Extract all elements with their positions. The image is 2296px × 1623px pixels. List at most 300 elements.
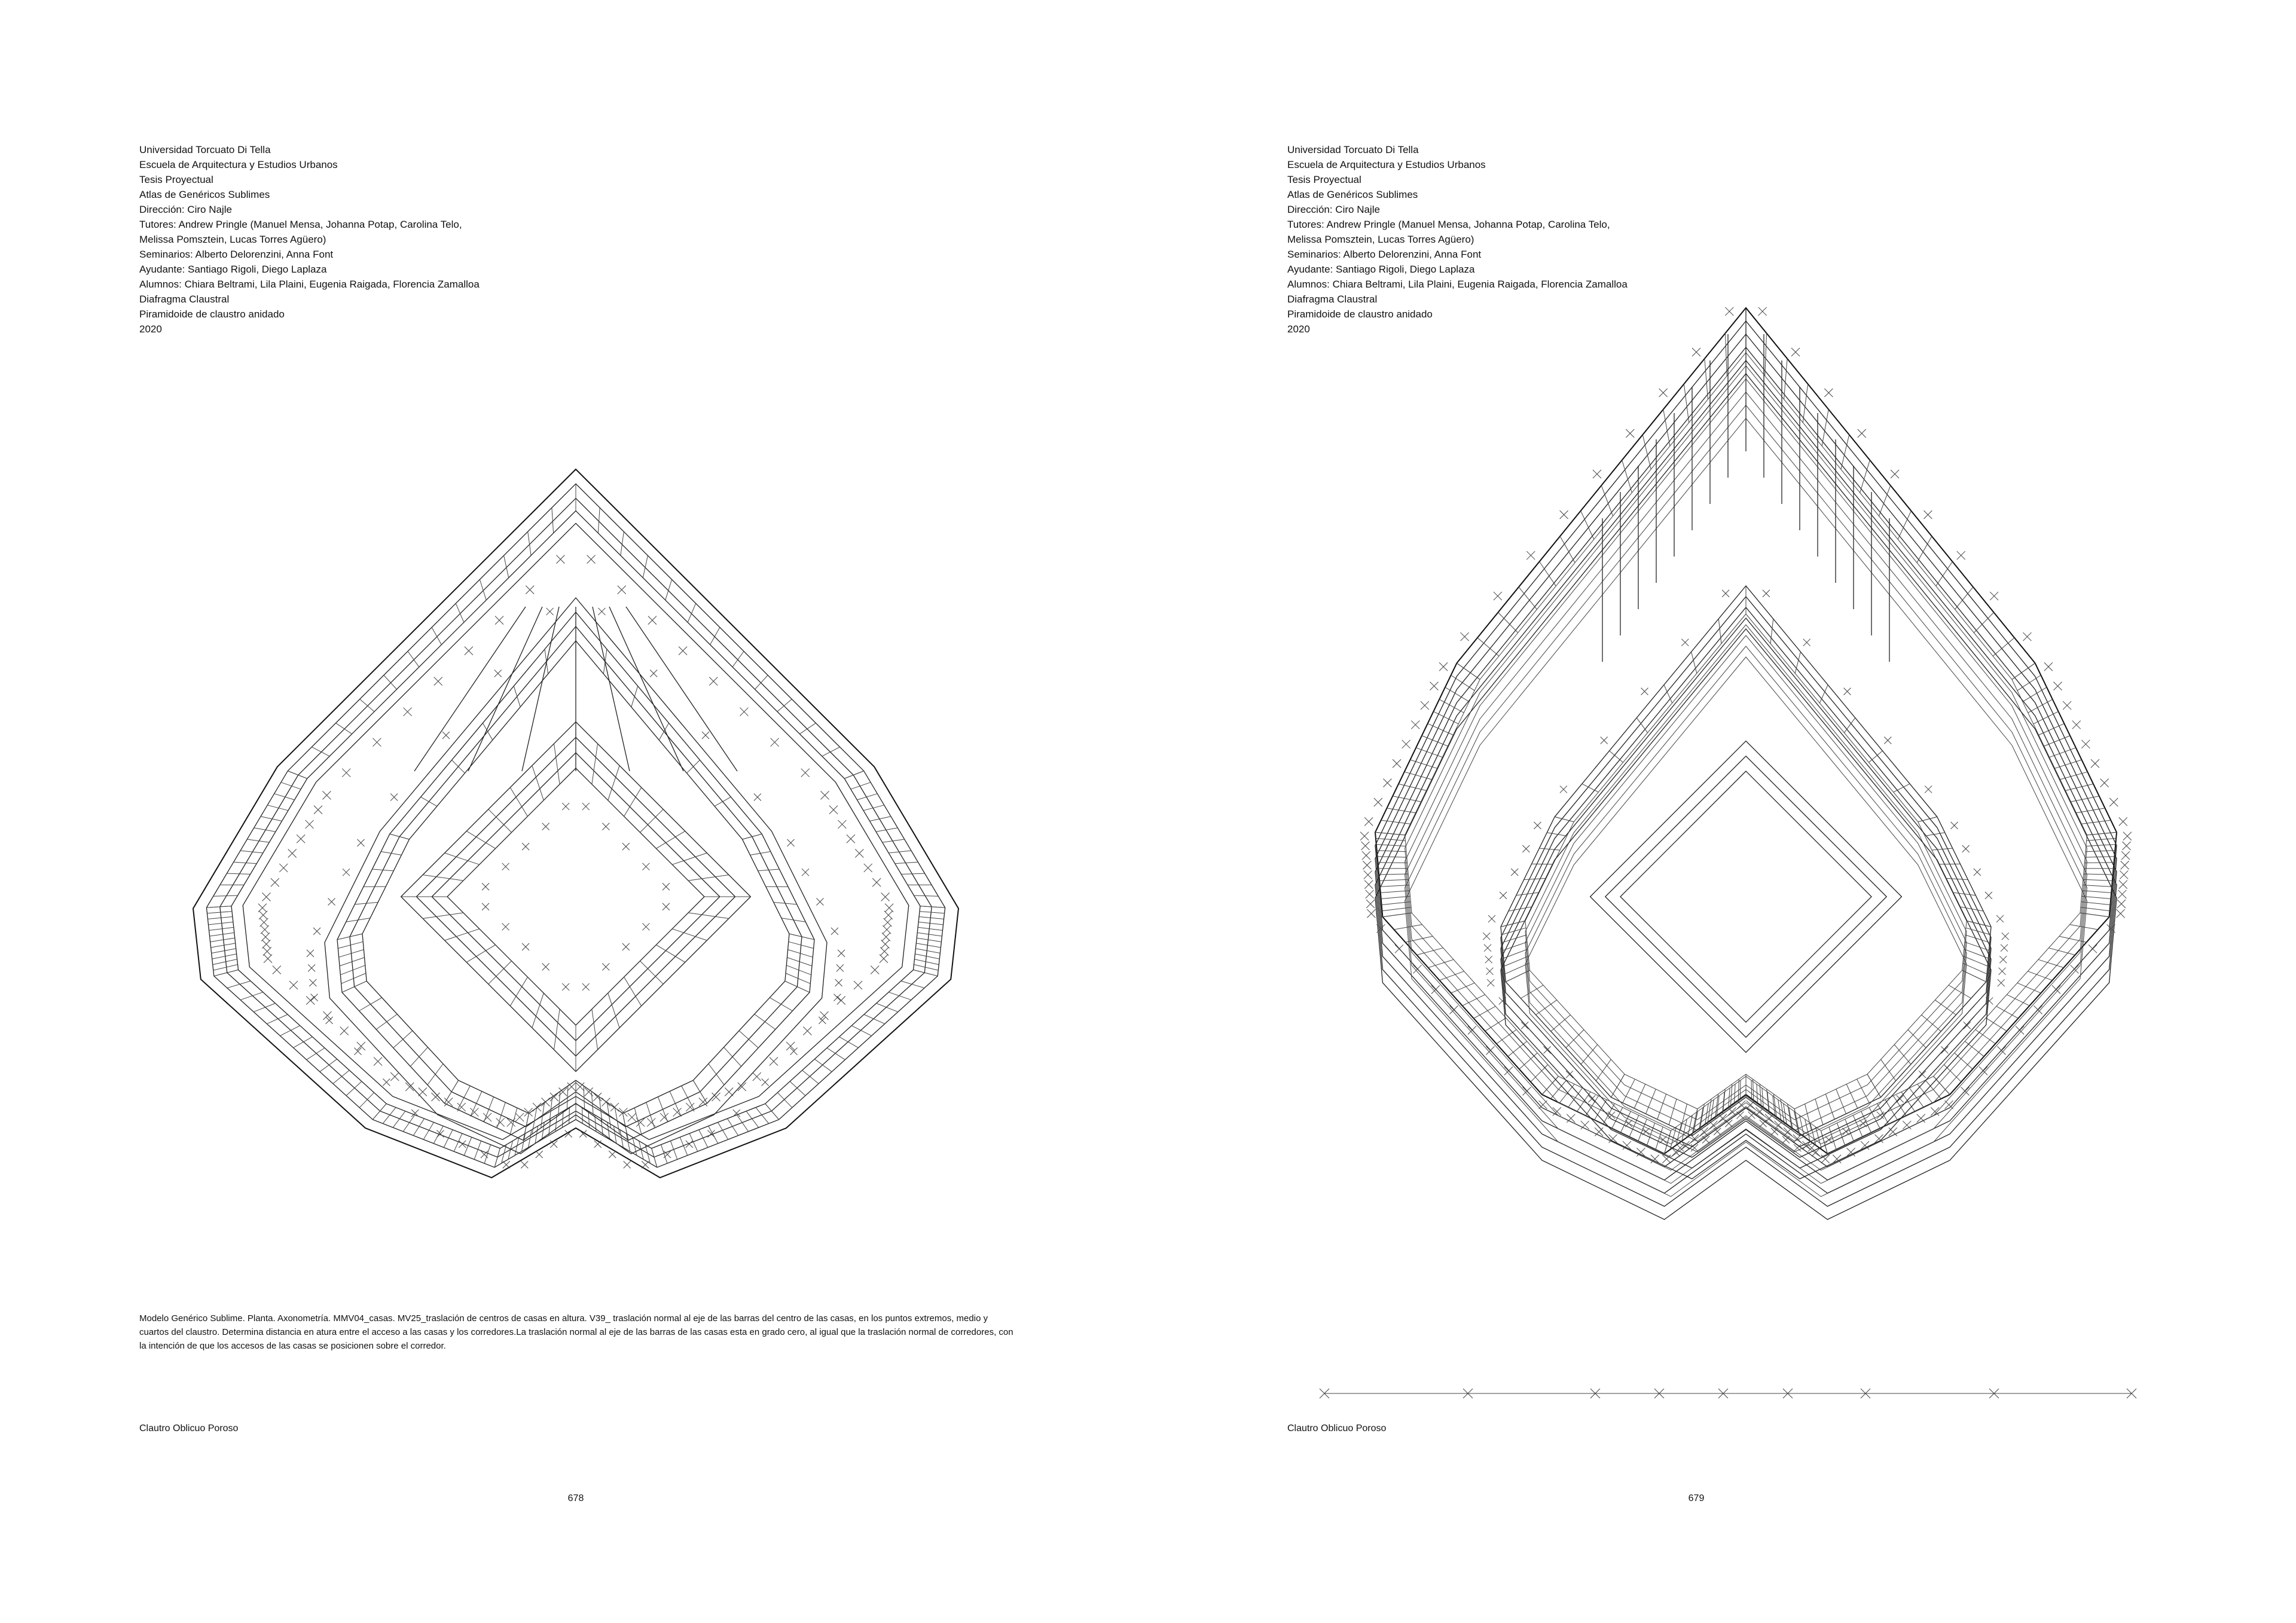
axo-middle-level-0 — [1501, 586, 1991, 1136]
cross-mark — [1775, 1121, 1783, 1129]
cross-mark — [1692, 348, 1700, 356]
cross-mark — [1500, 892, 1507, 899]
cross-mark — [881, 893, 890, 901]
book-title: Clautro Oblicuo Poroso — [139, 1423, 239, 1434]
cross-mark — [328, 898, 335, 905]
level-inner-3 — [1405, 392, 2087, 1170]
right-page — [1148, 0, 2296, 1623]
cross-mark — [1842, 1128, 1849, 1135]
cross-mark — [2122, 842, 2130, 850]
cross-mark — [618, 586, 626, 594]
cross-mark — [1917, 1114, 1925, 1123]
cross-mark — [642, 1161, 649, 1168]
cross-mark — [2117, 900, 2126, 908]
cross-mark — [648, 616, 657, 625]
cross-mark — [465, 647, 473, 655]
cross-mark — [816, 898, 823, 905]
axo-courtyard-1 — [1605, 756, 1886, 1037]
cross-mark — [405, 1083, 414, 1091]
cross-mark — [354, 1048, 361, 1055]
cross-mark — [1595, 1127, 1603, 1136]
cross-mark — [1681, 639, 1689, 646]
cross-mark — [660, 1113, 668, 1121]
cross-mark — [1718, 1114, 1727, 1123]
cross-mark — [1362, 851, 1370, 860]
cross-mark — [1521, 1022, 1528, 1029]
credit-line: Alumnos: Chiara Beltrami, Lila Plaini, Eugenia Raigada, Florencia Zamalloa — [139, 279, 480, 290]
cross-mark — [1608, 1112, 1615, 1119]
credit-line: Ayudante: Santiago Rigoli, Diego Laplaza — [139, 264, 327, 275]
cross-mark — [885, 904, 893, 912]
credit-line: Piramidoide de claustro anidado — [139, 308, 285, 320]
cross-mark — [1483, 933, 1490, 940]
cross-mark — [1486, 968, 1493, 975]
cross-mark — [1522, 845, 1529, 852]
cross-mark — [1974, 869, 1981, 876]
cross-mark — [1765, 1114, 1773, 1123]
cross-mark — [2089, 945, 2097, 953]
credit-line: Tutores: Andrew Pringle (Manuel Mensa, Johanna Potap, Carolina Telo, Melissa Pomsztein, Lucas Torres Agüero) — [1287, 219, 1610, 245]
credit-line: Piramidoide de claustro anidado — [1287, 308, 1433, 320]
cross-mark — [502, 863, 509, 870]
cross-mark — [1803, 639, 1810, 646]
cross-mark — [1941, 1046, 1948, 1053]
credit-line: Tesis Proyectual — [139, 174, 213, 185]
cross-mark — [881, 940, 890, 948]
cross-mark — [306, 820, 314, 829]
cross-mark — [2044, 662, 2053, 671]
cross-mark — [709, 677, 718, 686]
courtyard-ring-3 — [401, 722, 751, 1072]
axo-middle-level-1 — [1501, 597, 1991, 1147]
cross-mark — [1544, 1046, 1551, 1053]
courtyard-ring-0 — [447, 768, 704, 1025]
cross-mark — [1484, 945, 1491, 952]
cross-mark — [1393, 759, 1401, 768]
cross-mark — [1825, 1136, 1833, 1144]
cross-mark — [2002, 933, 2009, 940]
cross-mark — [550, 1093, 558, 1101]
cross-mark — [1363, 861, 1371, 869]
credit-line: Atlas de Genéricos Sublimes — [139, 189, 270, 200]
cross-mark — [829, 806, 838, 814]
axo-middle-inner-2 — [1525, 635, 1967, 1130]
cross-mark — [880, 955, 888, 963]
cross-mark — [2119, 817, 2127, 826]
cross-mark — [847, 835, 855, 843]
cross-mark — [1560, 511, 1568, 519]
cross-mark — [1601, 737, 1608, 744]
cross-mark — [1833, 1155, 1841, 1163]
cross-mark — [1487, 979, 1494, 986]
level-inner-4 — [1405, 405, 2087, 1184]
cross-mark — [770, 1057, 778, 1066]
cross-mark — [2119, 881, 2127, 889]
cross-mark — [871, 965, 879, 974]
cross-mark — [1860, 1120, 1867, 1127]
cross-mark — [738, 1083, 746, 1091]
cross-mark — [884, 911, 893, 919]
cross-mark — [434, 677, 442, 686]
cross-mark — [673, 1108, 682, 1117]
cross-mark — [754, 793, 761, 800]
cross-mark — [1411, 720, 1419, 729]
cross-mark — [383, 1078, 390, 1086]
cross-mark — [740, 708, 748, 716]
credit-line: Diafragma Claustral — [1287, 294, 1378, 305]
cross-mark — [1626, 429, 1634, 438]
cross-mark — [1758, 307, 1767, 316]
cross-mark — [1374, 798, 1382, 806]
cross-mark — [1923, 511, 1932, 519]
cross-mark — [522, 843, 529, 850]
cross-mark — [297, 835, 305, 843]
cross-mark — [1659, 389, 1668, 397]
cross-mark — [390, 793, 398, 800]
credit-line: Universidad Torcuato Di Tella — [139, 144, 271, 155]
credit-line: Tesis Proyectual — [1287, 174, 1361, 185]
cross-mark — [496, 1118, 505, 1127]
cross-mark — [835, 979, 842, 986]
cross-mark — [1897, 1095, 1904, 1102]
cross-mark — [593, 1093, 602, 1101]
cross-mark — [1566, 1071, 1573, 1078]
credit-line: Seminarios: Alberto Delorenzini, Anna Font — [1287, 249, 1482, 260]
cross-mark — [1999, 968, 2006, 975]
cross-mark — [541, 1098, 549, 1107]
cross-mark — [1747, 1101, 1755, 1109]
cross-mark — [2091, 759, 2099, 768]
axo-courtyard-0 — [1620, 771, 1871, 1022]
level-inner-1 — [1405, 366, 2087, 1144]
cross-mark — [2109, 798, 2118, 806]
cross-mark — [1945, 1101, 1953, 1109]
cross-mark — [1722, 590, 1729, 597]
cross-mark — [1891, 470, 1899, 478]
cross-mark — [610, 1103, 619, 1111]
cross-mark — [884, 918, 892, 927]
cross-mark — [1560, 785, 1567, 793]
cross-mark — [1700, 1127, 1708, 1136]
axo-middle-inner-1 — [1525, 625, 1967, 1120]
cross-mark — [1636, 1148, 1645, 1156]
cross-mark — [1725, 1120, 1732, 1127]
credit-line: Atlas de Genéricos Sublimes — [1287, 189, 1418, 200]
cross-mark — [1925, 785, 1932, 793]
cross-mark — [2072, 720, 2081, 729]
level-inner-2 — [1405, 379, 2087, 1157]
cross-mark — [1402, 740, 1410, 748]
cross-mark — [1996, 915, 2004, 922]
cross-mark — [1360, 832, 1369, 840]
cross-mark — [2123, 832, 2132, 840]
cross-mark — [2023, 632, 2031, 641]
cross-mark — [494, 670, 502, 677]
cross-mark — [1421, 701, 1429, 710]
cross-mark — [259, 911, 267, 919]
page-number: 678 — [567, 1493, 584, 1503]
credit-line: Diafragma Claustral — [139, 294, 230, 305]
cross-mark — [1485, 956, 1492, 963]
cross-mark — [1725, 307, 1733, 316]
cross-mark — [567, 1083, 576, 1091]
cross-mark — [602, 963, 609, 970]
cross-mark — [1395, 945, 1403, 953]
cross-mark — [801, 769, 810, 777]
cross-mark — [587, 555, 596, 564]
cross-mark — [2118, 890, 2126, 898]
cross-mark — [622, 843, 630, 850]
cross-mark — [642, 863, 649, 870]
cross-mark — [390, 1072, 399, 1081]
cross-mark — [521, 1161, 528, 1168]
cross-mark — [1567, 1114, 1575, 1123]
cross-mark — [1488, 915, 1495, 922]
cross-mark — [1593, 470, 1601, 478]
cross-mark — [1499, 997, 1506, 1004]
cross-mark — [311, 994, 318, 1001]
axo-courtyard-2 — [1590, 741, 1902, 1053]
book-title: Clautro Oblicuo Poroso — [1287, 1423, 1387, 1434]
courtyard-ring-2 — [416, 737, 735, 1056]
cross-mark — [2120, 870, 2128, 879]
cross-mark — [526, 586, 534, 594]
cross-mark — [622, 943, 630, 950]
cross-mark — [1951, 822, 1958, 829]
cross-mark — [495, 616, 503, 625]
credit-line: Dirección: Ciro Najle — [1287, 204, 1380, 215]
axo-middle-inner-0 — [1525, 614, 1967, 1109]
cross-mark — [1361, 842, 1370, 850]
cross-mark — [503, 1161, 510, 1168]
cross-mark — [1364, 881, 1373, 889]
cross-mark — [264, 955, 272, 963]
cross-mark — [787, 839, 794, 846]
cross-mark — [602, 1098, 610, 1107]
cross-mark — [582, 983, 590, 991]
cross-mark — [771, 738, 779, 747]
cross-mark — [790, 1048, 798, 1055]
credit-line: Escuela de Arquitectura y Estudios Urbanos — [1287, 159, 1486, 170]
cross-mark — [279, 864, 288, 872]
cross-mark — [836, 964, 844, 971]
cross-mark — [1659, 1136, 1666, 1144]
cross-mark — [883, 925, 891, 934]
cross-mark — [1439, 662, 1448, 671]
cross-mark — [533, 1103, 541, 1111]
cross-mark — [263, 947, 271, 956]
cross-mark — [2054, 682, 2062, 690]
cross-mark — [802, 869, 809, 876]
cross-mark — [306, 996, 315, 1004]
credit-line: Seminarios: Alberto Delorenzini, Anna Font — [139, 249, 334, 260]
cross-mark — [342, 769, 350, 777]
axo-middle-cross-marks — [1483, 590, 2008, 1151]
cross-mark — [1990, 592, 1998, 600]
cross-mark — [753, 1072, 761, 1081]
level-inner-0 — [1405, 353, 2087, 1131]
cross-mark — [482, 883, 489, 890]
cross-mark — [1791, 348, 1800, 356]
cross-mark — [556, 555, 564, 564]
cross-mark — [419, 1088, 427, 1096]
cross-mark — [838, 820, 846, 829]
cross-mark — [261, 925, 269, 934]
cross-mark — [261, 933, 270, 941]
cross-mark — [1755, 1107, 1764, 1115]
credit-line: Dirección: Ciro Najle — [139, 204, 232, 215]
cross-mark — [679, 647, 687, 655]
cross-mark — [1861, 1141, 1869, 1150]
cross-mark — [882, 933, 890, 941]
cross-mark — [872, 878, 881, 887]
page-number: 679 — [1688, 1493, 1705, 1503]
cross-mark — [1366, 890, 1374, 898]
cross-mark — [1784, 1127, 1792, 1136]
cross-mark — [536, 1151, 543, 1158]
cross-mark — [562, 803, 569, 810]
cross-mark — [838, 950, 845, 957]
cross-mark — [803, 1027, 811, 1035]
cross-mark — [483, 1113, 491, 1121]
cross-mark — [2100, 779, 2109, 787]
cross-mark — [598, 608, 605, 615]
cross-mark — [1843, 688, 1851, 695]
cross-mark — [576, 1083, 584, 1091]
cross-mark — [522, 943, 529, 950]
cross-mark — [2121, 851, 2130, 860]
cross-mark — [258, 904, 267, 912]
figure-caption: Modelo Genérico Sublime. Planta. Axonometría. MMV04_casas. MV25_traslación de centros de casas en altura. V39_ traslación normal al eje de las barras del centro de las casas, en los puntos extremos, medio y cuartos del claustro. Determina distancia en atura entre el acceso a las casas y los corredores.La traslación normal al eje de las barras de las casas esta en grado cero, al igual que la traslación normal de corredores, con la intención de que los accesos de las casas se posicionen sobre el corredor. — [139, 1313, 1013, 1351]
cross-mark — [313, 928, 320, 935]
credit-line: Ayudante: Santiago Rigoli, Diego Laplaza — [1287, 264, 1475, 275]
cross-mark — [1623, 1141, 1631, 1150]
cross-mark — [1651, 1155, 1659, 1163]
cross-mark — [1538, 1101, 1547, 1109]
cross-mark — [1366, 900, 1375, 908]
cross-mark — [855, 849, 863, 858]
cross-mark — [786, 1042, 795, 1050]
cross-mark — [1461, 632, 1469, 641]
cross-mark — [1884, 737, 1891, 744]
cross-mark — [1588, 1095, 1595, 1102]
cross-mark — [1526, 551, 1535, 560]
axonometric-drawing — [1148, 0, 2296, 1623]
cross-mark — [725, 1088, 733, 1096]
cross-mark — [562, 983, 569, 991]
courtyard-ring-1 — [432, 753, 720, 1041]
cross-mark — [2063, 701, 2071, 710]
courtyard-hatching — [401, 722, 751, 1072]
cross-mark — [1367, 909, 1375, 918]
cross-mark — [2121, 861, 2129, 869]
cross-mark — [2081, 740, 2090, 748]
credit-line: Alumnos: Chiara Beltrami, Lila Plaini, Eugenia Raigada, Florencia Zamalloa — [1287, 279, 1628, 290]
credit-line: Escuela de Arquitectura y Estudios Urbanos — [139, 159, 338, 170]
cross-mark — [1957, 551, 1965, 560]
cross-mark — [374, 1057, 382, 1066]
cross-mark — [457, 1103, 466, 1111]
cross-mark — [259, 918, 268, 927]
cross-mark — [1986, 997, 1993, 1004]
cross-mark — [502, 923, 509, 930]
cross-mark — [1877, 1112, 1884, 1119]
cross-mark — [602, 823, 609, 830]
cross-mark — [1964, 1022, 1971, 1029]
cross-mark — [642, 923, 649, 930]
cross-mark — [1737, 1101, 1745, 1109]
cross-mark — [1919, 1071, 1926, 1078]
cross-mark — [1383, 779, 1391, 787]
cross-mark — [837, 996, 845, 1004]
cross-mark — [273, 965, 281, 974]
cross-mark — [1534, 822, 1541, 829]
scale-bar — [1320, 1389, 2136, 1398]
cross-mark — [1824, 389, 1833, 397]
cross-mark — [686, 1103, 694, 1111]
cross-mark — [1430, 682, 1438, 690]
cross-mark — [609, 1151, 616, 1158]
cross-mark — [1858, 429, 1866, 438]
cross-mark — [1364, 870, 1372, 879]
cross-mark — [1494, 592, 1502, 600]
cross-mark — [1709, 1121, 1717, 1129]
cross-mark — [373, 738, 381, 747]
cross-mark — [482, 903, 489, 910]
cross-mark — [1364, 817, 1373, 826]
cross-mark — [1903, 1121, 1911, 1129]
cross-mark — [404, 708, 412, 716]
cross-mark — [1736, 1112, 1744, 1119]
credit-line: Tutores: Andrew Pringle (Manuel Mensa, Johanna Potap, Carolina Telo, Melissa Pomsztein, Lucas Torres Agüero) — [139, 219, 462, 245]
credit-line: Universidad Torcuato Di Tella — [1287, 144, 1419, 155]
cross-mark — [357, 1042, 365, 1050]
cross-mark — [702, 732, 709, 739]
cross-mark — [262, 940, 270, 948]
cross-mark — [411, 1109, 419, 1117]
cross-mark — [288, 849, 297, 858]
cross-mark — [546, 608, 554, 615]
cross-mark — [821, 791, 829, 799]
level-outline-2 — [1375, 334, 2117, 1180]
cross-mark — [542, 963, 549, 970]
cross-mark — [1641, 688, 1648, 695]
cross-mark — [1625, 1120, 1632, 1127]
cross-mark — [542, 823, 549, 830]
cross-mark — [1728, 1107, 1736, 1115]
cross-mark — [307, 950, 314, 957]
level-outline-3 — [1375, 347, 2117, 1193]
cross-mark — [662, 883, 670, 890]
cross-mark — [1748, 1112, 1755, 1119]
cross-mark — [662, 903, 670, 910]
cross-mark — [1763, 590, 1770, 597]
axo-middle-inner-3 — [1525, 646, 1967, 1141]
credit-line: 2020 — [139, 323, 162, 335]
cross-mark — [650, 670, 657, 677]
cross-mark — [1642, 1128, 1650, 1135]
cross-mark — [340, 1027, 349, 1035]
cross-mark — [309, 979, 316, 986]
cross-mark — [1889, 1127, 1897, 1136]
cross-mark — [854, 981, 862, 989]
cross-mark — [358, 839, 365, 846]
cross-mark — [442, 732, 450, 739]
cross-mark — [271, 878, 279, 887]
cross-mark — [289, 981, 298, 989]
cross-mark — [1847, 1148, 1855, 1156]
cross-mark — [1962, 845, 1970, 852]
